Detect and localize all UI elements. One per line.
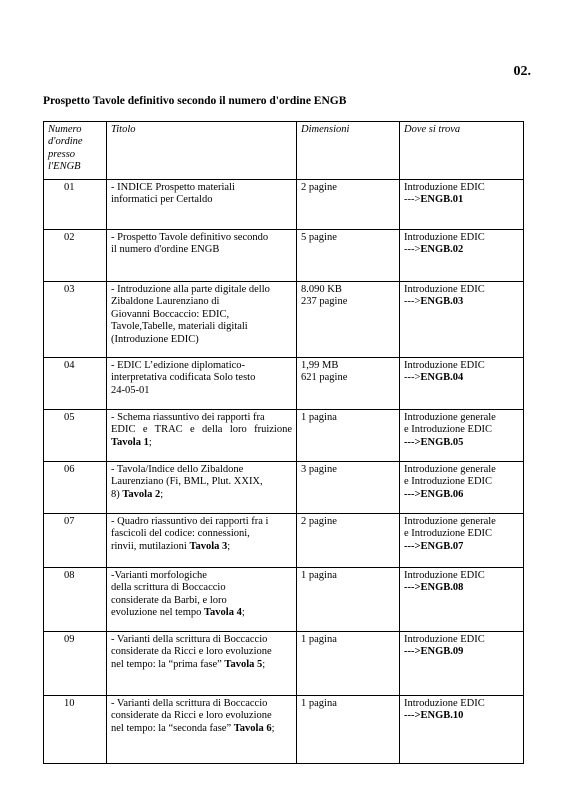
table-header-row bbox=[44, 122, 524, 180]
row-title-line bbox=[111, 528, 292, 540]
row-location-line: Introduzione generale bbox=[404, 412, 496, 423]
row-title-line bbox=[111, 360, 292, 372]
row-title-line bbox=[111, 634, 292, 646]
row-title-text: - Varianti della scrittura di Boccaccio bbox=[111, 634, 268, 645]
row-title-tail: ; bbox=[160, 488, 164, 500]
row-dimension-line: 1 pagina bbox=[301, 412, 337, 423]
table-row bbox=[44, 462, 524, 514]
row-location-line: Introduzione EDIC bbox=[404, 284, 485, 295]
table-row bbox=[44, 230, 524, 282]
row-number: 03 bbox=[44, 282, 107, 358]
row-title-line bbox=[111, 309, 292, 321]
row-title bbox=[107, 282, 297, 358]
row-engb-ref bbox=[404, 541, 519, 553]
row-title bbox=[107, 358, 297, 410]
row-tavola-label: Tavola 5 bbox=[224, 658, 263, 670]
row-engb-ref bbox=[404, 582, 519, 594]
row-dimension-line: 1 pagina bbox=[301, 570, 337, 581]
row-title bbox=[107, 568, 297, 632]
row-title bbox=[107, 410, 297, 462]
row-tavola-label: Tavola 6 bbox=[233, 722, 272, 734]
row-title-line bbox=[111, 723, 292, 735]
row-number: 01 bbox=[44, 180, 107, 230]
row-dimensions bbox=[297, 514, 400, 568]
row-title-line bbox=[111, 232, 292, 244]
row-tavola-label: Tavola 1 bbox=[111, 436, 149, 448]
row-title-line bbox=[111, 321, 292, 333]
arrow-icon: ---> bbox=[404, 296, 421, 308]
row-engb-code: ENGB.06 bbox=[420, 488, 464, 500]
row-tavola-label: Tavola 4 bbox=[204, 607, 242, 619]
row-location bbox=[400, 462, 524, 514]
arrow-icon: ---> bbox=[404, 372, 421, 384]
row-engb-ref bbox=[404, 489, 519, 501]
row-dimensions bbox=[297, 180, 400, 230]
row-location-line: Introduzione EDIC bbox=[404, 360, 485, 371]
arrow-icon: ---> bbox=[404, 710, 421, 722]
row-engb-code: ENGB.03 bbox=[420, 296, 464, 308]
row-number: 09 bbox=[44, 632, 107, 696]
row-title-text: - EDIC L’edizione diplomatico- bbox=[111, 360, 246, 371]
row-location bbox=[400, 180, 524, 230]
row-title-text: - Varianti della scrittura di Boccaccio bbox=[111, 698, 268, 709]
row-dimensions bbox=[297, 410, 400, 462]
row-title-text: (Introduzione EDIC) bbox=[111, 333, 199, 345]
row-title-text: considerate da Ricci e loro evoluzione bbox=[111, 646, 272, 658]
row-title-tail: ; bbox=[262, 658, 266, 670]
row-location-line: Introduzione EDIC bbox=[404, 698, 485, 709]
row-title-text: - Introduzione alla parte digitale dello bbox=[111, 284, 270, 295]
row-dimension-line: 1 pagina bbox=[301, 698, 337, 709]
row-tavola-label: Tavola 3 bbox=[189, 540, 228, 552]
document-title: Prospetto Tavole definitivo secondo il numero d'ordine ENGB bbox=[43, 95, 347, 107]
row-title bbox=[107, 180, 297, 230]
row-title-line bbox=[111, 424, 292, 449]
table-row bbox=[44, 180, 524, 230]
row-engb-ref bbox=[404, 296, 519, 308]
row-title-line bbox=[111, 194, 292, 206]
row-engb-code: ENGB.04 bbox=[420, 372, 464, 384]
row-number: 04 bbox=[44, 358, 107, 410]
arrow-icon: ---> bbox=[404, 488, 421, 500]
row-location bbox=[400, 410, 524, 462]
row-title-line bbox=[111, 698, 292, 710]
table-row bbox=[44, 696, 524, 764]
row-title-text: considerate da Ricci e loro evoluzione bbox=[111, 710, 272, 722]
row-title-line bbox=[111, 334, 292, 346]
row-title bbox=[107, 462, 297, 514]
row-location bbox=[400, 632, 524, 696]
row-number: 02 bbox=[44, 230, 107, 282]
tavole-table bbox=[43, 121, 524, 764]
row-location bbox=[400, 696, 524, 764]
row-title-text: Zibaldone Laurenziano di bbox=[111, 296, 220, 308]
row-title-text: - Prospetto Tavole definitivo secondo bbox=[111, 232, 269, 243]
row-title-text: evoluzione nel tempo bbox=[111, 607, 202, 619]
row-location-line: e Introduzione EDIC bbox=[404, 476, 493, 488]
row-title-text: - Tavola/Indice dello Zibaldone bbox=[111, 464, 244, 475]
row-dimensions bbox=[297, 632, 400, 696]
row-dimensions bbox=[297, 358, 400, 410]
row-title bbox=[107, 632, 297, 696]
row-title-line bbox=[111, 710, 292, 722]
row-title-text: nel tempo: la “prima fase” bbox=[111, 658, 222, 670]
row-title-line bbox=[111, 646, 292, 658]
row-title-text: - Quadro riassuntivo dei rapporti fra i bbox=[111, 516, 269, 527]
row-location-line: Introduzione EDIC bbox=[404, 570, 485, 581]
row-title-line bbox=[111, 476, 292, 488]
row-engb-code: ENGB.05 bbox=[420, 436, 464, 448]
row-title-line bbox=[111, 541, 292, 553]
row-title-line bbox=[111, 296, 292, 308]
row-engb-code: ENGB.08 bbox=[420, 582, 464, 594]
row-title-text: considerate da Barbi, e loro bbox=[111, 594, 227, 606]
row-title-text: - Schema riassuntivo dei rapporti fra bbox=[111, 412, 265, 423]
header-numero-line: l'ENGB bbox=[48, 161, 81, 173]
row-title-tail: ; bbox=[227, 540, 231, 552]
row-title-line bbox=[111, 244, 292, 256]
row-dimensions bbox=[297, 282, 400, 358]
row-engb-code: ENGB.10 bbox=[420, 710, 464, 722]
row-dimension-line: 2 pagine bbox=[301, 182, 337, 193]
row-dimension-line: 1 pagina bbox=[301, 634, 337, 645]
row-title-line bbox=[111, 412, 292, 424]
row-title-text: Laurenziano (Fi, BML, Plut. XXIX, bbox=[111, 476, 263, 488]
arrow-icon: ---> bbox=[404, 646, 421, 658]
row-number: 07 bbox=[44, 514, 107, 568]
row-location bbox=[400, 568, 524, 632]
row-number: 05 bbox=[44, 410, 107, 462]
row-title-tail: ; bbox=[241, 607, 245, 619]
row-title-text: nel tempo: la “seconda fase” bbox=[111, 722, 232, 734]
arrow-icon: ---> bbox=[404, 244, 421, 256]
row-engb-ref bbox=[404, 194, 519, 206]
header-numero-line: d'ordine bbox=[48, 136, 83, 148]
row-title-line bbox=[111, 516, 292, 528]
header-titolo: Titolo bbox=[107, 122, 297, 180]
row-title bbox=[107, 230, 297, 282]
row-dimension-line: 8.090 KB bbox=[301, 284, 342, 295]
row-location-line: Introduzione EDIC bbox=[404, 634, 485, 645]
row-title-line bbox=[111, 385, 292, 397]
row-title-line bbox=[111, 607, 292, 619]
row-location-line: e Introduzione EDIC bbox=[404, 424, 493, 436]
arrow-icon: ---> bbox=[404, 194, 421, 206]
row-location bbox=[400, 514, 524, 568]
row-title-tail: ; bbox=[271, 722, 275, 734]
row-title-text: fascicoli del codice: connessioni, bbox=[111, 528, 250, 540]
row-title bbox=[107, 696, 297, 764]
row-title-text: 8) bbox=[111, 488, 120, 500]
row-dimension-line: 3 pagine bbox=[301, 464, 337, 475]
row-location bbox=[400, 230, 524, 282]
row-engb-ref bbox=[404, 710, 519, 722]
row-title-text: rinvii, mutilazioni bbox=[111, 540, 187, 552]
header-numero-line: Numero bbox=[48, 124, 82, 135]
row-dimension-line: 1,99 MB bbox=[301, 360, 339, 371]
row-title-line bbox=[111, 489, 292, 501]
row-title-text: 24-05-01 bbox=[111, 384, 150, 396]
header-numero-line: presso bbox=[48, 148, 76, 160]
row-location-line: Introduzione EDIC bbox=[404, 182, 485, 193]
row-title-line bbox=[111, 284, 292, 296]
row-engb-code: ENGB.02 bbox=[420, 244, 464, 256]
row-dimension-line: 5 pagine bbox=[301, 232, 337, 243]
row-engb-code: ENGB.07 bbox=[420, 540, 464, 552]
header-numero bbox=[44, 122, 107, 180]
row-title-text: Tavole,Tabelle, materiali digitali bbox=[111, 321, 248, 333]
row-engb-ref bbox=[404, 372, 519, 384]
row-engb-code: ENGB.09 bbox=[420, 646, 464, 658]
row-dimensions bbox=[297, 230, 400, 282]
row-title-text: - INDICE Prospetto materiali bbox=[111, 182, 235, 193]
arrow-icon: ---> bbox=[404, 540, 421, 552]
row-location bbox=[400, 358, 524, 410]
table-row bbox=[44, 514, 524, 568]
row-engb-code: ENGB.01 bbox=[420, 194, 464, 206]
row-title-line bbox=[111, 464, 292, 476]
row-title-tail: ; bbox=[148, 436, 152, 448]
page-number: 02. bbox=[513, 64, 531, 79]
table-row bbox=[44, 410, 524, 462]
row-number: 06 bbox=[44, 462, 107, 514]
row-dimension-line: 621 pagine bbox=[301, 372, 348, 384]
row-location-line: Introduzione EDIC bbox=[404, 232, 485, 243]
row-title bbox=[107, 514, 297, 568]
row-engb-ref bbox=[404, 646, 519, 658]
header-dove-si-trova: Dove si trova bbox=[400, 122, 524, 180]
row-title-text: EDIC e TRAC e della loro fruizione bbox=[111, 424, 292, 436]
row-number: 08 bbox=[44, 568, 107, 632]
row-dimension-line: 2 pagine bbox=[301, 516, 337, 527]
row-dimensions bbox=[297, 462, 400, 514]
row-title-line bbox=[111, 372, 292, 384]
row-title-text: Giovanni Boccaccio: EDIC, bbox=[111, 308, 230, 320]
table-row bbox=[44, 568, 524, 632]
row-engb-ref bbox=[404, 437, 519, 449]
row-title-text: il numero d'ordine ENGB bbox=[111, 244, 220, 256]
row-dimensions bbox=[297, 568, 400, 632]
row-location bbox=[400, 282, 524, 358]
row-title-text: della scrittura di Boccaccio bbox=[111, 582, 226, 594]
table-row bbox=[44, 632, 524, 696]
row-title-line bbox=[111, 182, 292, 194]
row-title-line bbox=[111, 570, 292, 582]
row-dimension-line: 237 pagine bbox=[301, 296, 348, 308]
row-location-line: Introduzione generale bbox=[404, 516, 496, 527]
row-title-text: informatici per Certaldo bbox=[111, 194, 213, 206]
table-row bbox=[44, 282, 524, 358]
arrow-icon: ---> bbox=[404, 436, 421, 448]
header-dimensioni: Dimensioni bbox=[297, 122, 400, 180]
row-location-line: Introduzione generale bbox=[404, 464, 496, 475]
row-title-text: -Varianti morfologiche bbox=[111, 570, 207, 581]
arrow-icon: ---> bbox=[404, 582, 421, 594]
row-dimensions bbox=[297, 696, 400, 764]
row-title-line bbox=[111, 659, 292, 671]
row-engb-ref bbox=[404, 244, 519, 256]
row-title-line bbox=[111, 595, 292, 607]
row-number: 10 bbox=[44, 696, 107, 764]
row-location-line: e Introduzione EDIC bbox=[404, 528, 493, 540]
table-row bbox=[44, 358, 524, 410]
row-tavola-label: Tavola 2 bbox=[122, 488, 161, 500]
row-title-line bbox=[111, 582, 292, 594]
row-title-text: interpretativa codificata Solo testo bbox=[111, 372, 256, 384]
